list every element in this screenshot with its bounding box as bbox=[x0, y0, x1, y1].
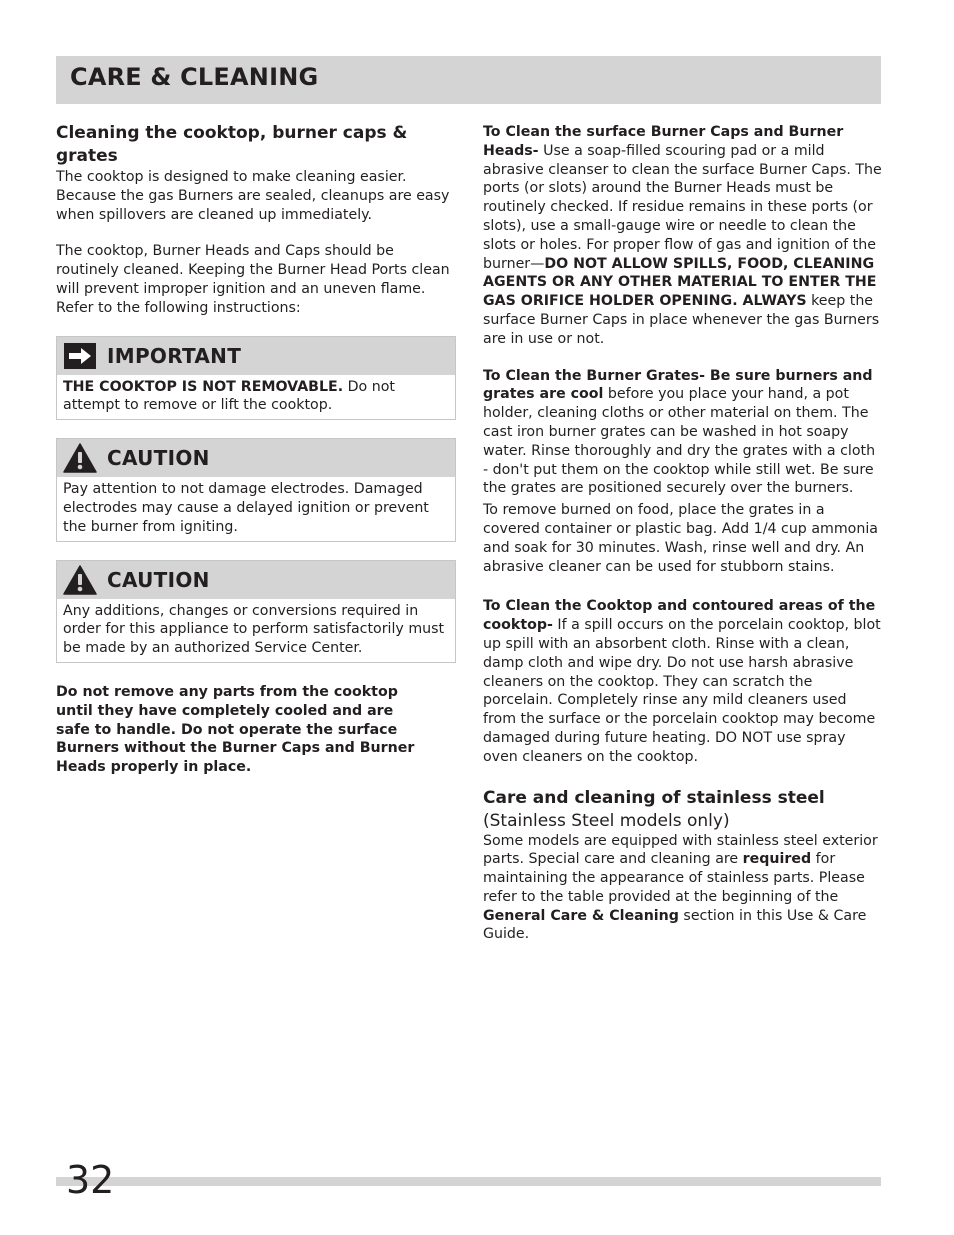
warning-triangle-icon bbox=[63, 443, 97, 473]
caution-box-electrodes bbox=[56, 438, 456, 541]
stainless-steel-heading: Care and cleaning of stainless steel bbox=[483, 787, 825, 808]
caution-box-body bbox=[57, 477, 455, 540]
cooktop-cleaning-heading: Cleaning the cooktop, burner caps & grates bbox=[56, 123, 408, 166]
stainless-bold-required: required bbox=[742, 851, 812, 868]
cooktop-contoured-paragraph bbox=[483, 597, 883, 766]
right-column bbox=[483, 123, 883, 944]
stainless-text-1: Some models are equipped with stainless steel exterior parts. Special care and cleaning are bbox=[483, 832, 878, 868]
cooktop-contoured-lead: To Clean the Cooktop and contoured areas of the cooktop- bbox=[483, 598, 876, 634]
important-bold-text: THE COOKTOP IS NOT REMOVABLE. bbox=[63, 378, 344, 395]
caution-box-body bbox=[57, 599, 455, 662]
stainless-steel-paragraph bbox=[483, 832, 883, 945]
burner-grates-paragraph bbox=[483, 367, 883, 499]
stainless-bold-section: General Care & Cleaning bbox=[483, 907, 679, 924]
page-number: 32 bbox=[66, 1158, 115, 1202]
important-box-body bbox=[57, 375, 455, 420]
caution-box-header bbox=[57, 439, 455, 477]
important-box bbox=[56, 336, 456, 421]
cooktop-intro-paragraph: The cooktop is designed to make cleaning easier. Because the gas Burners are sealed, cleanups are easy when spillovers are cleaned up immediately. bbox=[56, 169, 450, 223]
stainless-text-2: for maintaining the appearance of stainless parts. Please refer to the table provided at the beginning of the bbox=[483, 851, 865, 905]
do-not-remove-warning: Do not remove any parts from the cooktop until they have completely cooled and are safe to handle. Do not operate the surface Burners without the Burner Caps and Burner Heads properly in place. bbox=[56, 683, 415, 776]
burned-food-paragraph: To remove burned on food, place the grates in a covered container or plastic bag. Add 1/4 cup ammonia and soak for 30 minutes. Wash, rinse well and dry. An abrasive cleaner can be used for stubborn stains. bbox=[483, 502, 878, 575]
important-text bbox=[63, 378, 449, 416]
important-title: IMPORTANT bbox=[107, 343, 242, 368]
warning-triangle-icon bbox=[63, 565, 97, 595]
burner-caps-text-end: keep the surface Burner Caps in place whenever the gas Burners are in use or not. bbox=[483, 293, 880, 347]
section-title: CARE & CLEANING bbox=[70, 63, 319, 91]
burner-grates-text: before you place your hand, a pot holder, cleaning cloths or other material on them. The cast iron burner grates can be washed in hot soapy water. Rinse thoroughly and dry the grates with a cloth - don't put them on the cooktop while still wet. Be sure the grates are positioned securely over the burners. bbox=[483, 386, 876, 497]
footer-rule bbox=[56, 1177, 881, 1186]
caution-conversions-text: Any additions, changes or conversions required in order for this appliance to perform satisfactorily must be made by an authorized Service Center. bbox=[63, 602, 445, 657]
cooktop-contoured-text: If a spill occurs on the porcelain cooktop, blot up spill with an absorbent cloth. Rinse with a clean, damp cloth and wipe dry. Do not use harsh abrasive cleaners on the cooktop. They can scratch the porcelain. Completely rinse any mild cleaners used from the surface or the porcelain cooktop may become damaged during future heating. DO NOT use spray oven cleaners on the cooktop. bbox=[483, 617, 881, 765]
caution-electrodes-text: Pay attention to not damage electrodes. Damaged electrodes may cause a delayed ignition or prevent the burner from igniting. bbox=[63, 481, 429, 535]
section-header-bar bbox=[56, 56, 881, 104]
arrow-right-icon bbox=[63, 341, 97, 371]
burner-caps-lead: To Clean the surface Burner Caps and Burner Heads- bbox=[483, 124, 844, 159]
routine-cleaning-paragraph: The cooktop, Burner Heads and Caps should be routinely cleaned. Keeping the Burner Head Ports clean will prevent improper ignition and an uneven flame. Refer to the following instructions: bbox=[56, 243, 450, 316]
stainless-steel-subheading: (Stainless Steel models only) bbox=[483, 810, 730, 831]
caution-title: CAUTION bbox=[107, 567, 210, 592]
important-rest-text: Do not attempt to remove or lift the cooktop. bbox=[63, 378, 395, 414]
caution-box-conversions bbox=[56, 560, 456, 663]
left-column bbox=[56, 122, 456, 777]
burner-caps-text: Use a soap-filled scouring pad or a mild abrasive cleanser to clean the surface Burner Caps. The ports (or slots) around the Burner Heads must be routinely checked. If residue remains in these ports (or slots), use a small-gauge wire or needle to clean the slots or holes. For proper flow of gas and ignition of the burner— bbox=[483, 142, 882, 272]
stainless-text-3: section in this Use & Care Guide. bbox=[483, 907, 867, 943]
caution-title: CAUTION bbox=[107, 446, 210, 471]
caution-box-header bbox=[57, 561, 455, 599]
important-box-header bbox=[57, 337, 455, 375]
burner-caps-warning-bold: DO NOT ALLOW SPILLS, FOOD, CLEANING AGENTS OR ANY OTHER MATERIAL TO ENTER THE GAS ORIFICE HOLDER OPENING. ALWAYS bbox=[483, 255, 877, 310]
burner-caps-paragraph bbox=[483, 123, 883, 349]
burner-grates-lead: To Clean the Burner Grates- Be sure burners and grates are cool bbox=[483, 367, 873, 403]
